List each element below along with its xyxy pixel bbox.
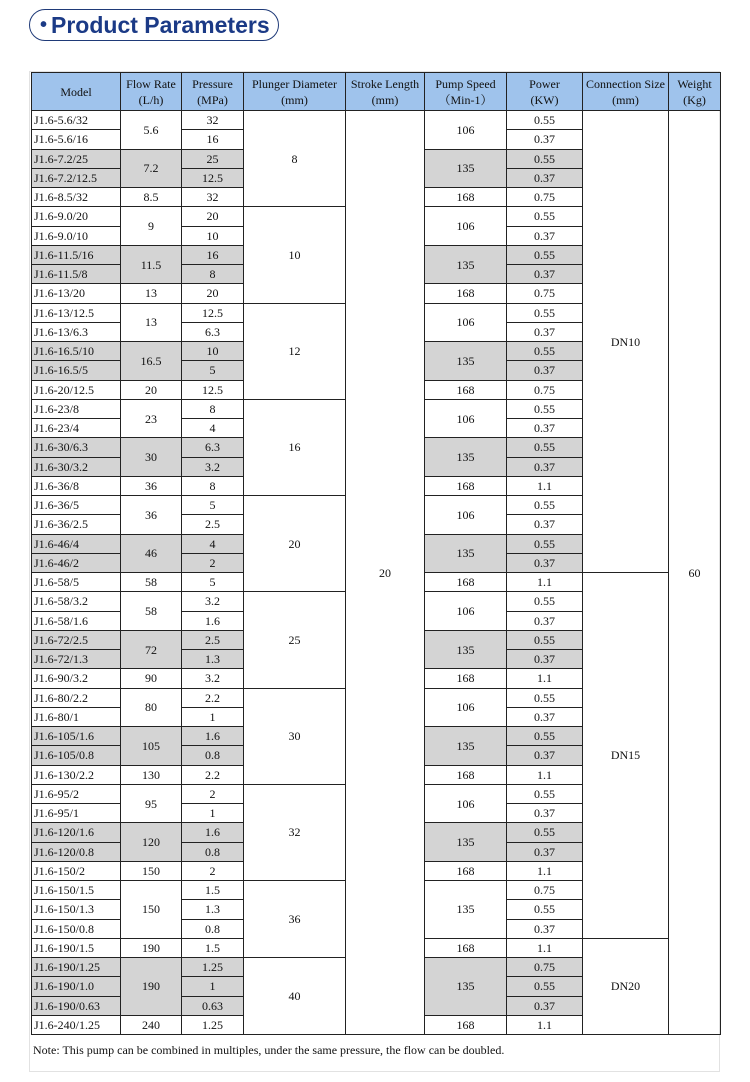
power-cell: 0.55 bbox=[507, 399, 583, 418]
pressure-cell: 1.5 bbox=[182, 938, 244, 957]
power-cell: 0.37 bbox=[507, 361, 583, 380]
model-cell: J1.6-23/8 bbox=[32, 399, 121, 418]
pressure-cell: 12.5 bbox=[182, 168, 244, 187]
pressure-cell: 2 bbox=[182, 784, 244, 803]
header-connection-size: Connection Size (mm) bbox=[583, 73, 669, 111]
header-pump-speed: Pump Speed （Min-1） bbox=[425, 73, 507, 111]
pressure-cell: 0.8 bbox=[182, 842, 244, 861]
model-cell: J1.6-30/6.3 bbox=[32, 438, 121, 457]
pump-speed-cell: 168 bbox=[425, 765, 507, 784]
model-cell: J1.6-16.5/10 bbox=[32, 342, 121, 361]
power-cell: 0.75 bbox=[507, 188, 583, 207]
flow-rate-cell: 80 bbox=[121, 688, 182, 727]
plunger-diameter-cell: 30 bbox=[244, 688, 346, 784]
power-cell: 0.37 bbox=[507, 707, 583, 726]
pump-speed-cell: 106 bbox=[425, 303, 507, 342]
model-cell: J1.6-9.0/10 bbox=[32, 226, 121, 245]
model-cell: J1.6-46/2 bbox=[32, 553, 121, 572]
power-cell: 0.75 bbox=[507, 958, 583, 977]
model-cell: J1.6-95/1 bbox=[32, 804, 121, 823]
connection-size-cell: DN10 bbox=[583, 111, 669, 573]
flow-rate-cell: 36 bbox=[121, 476, 182, 495]
model-cell: J1.6-58/1.6 bbox=[32, 611, 121, 630]
model-cell: J1.6-80/2.2 bbox=[32, 688, 121, 707]
heading-text: Product Parameters bbox=[51, 11, 270, 38]
flow-rate-cell: 5.6 bbox=[121, 111, 182, 150]
flow-rate-cell: 150 bbox=[121, 881, 182, 939]
pump-speed-cell: 135 bbox=[425, 958, 507, 1016]
pressure-cell: 3.2 bbox=[182, 592, 244, 611]
model-cell: J1.6-7.2/25 bbox=[32, 149, 121, 168]
pump-speed-cell: 168 bbox=[425, 573, 507, 592]
pressure-cell: 2.5 bbox=[182, 515, 244, 534]
flow-rate-cell: 240 bbox=[121, 1015, 182, 1034]
model-cell: J1.6-8.5/32 bbox=[32, 188, 121, 207]
header-model: Model bbox=[32, 73, 121, 111]
power-cell: 0.37 bbox=[507, 919, 583, 938]
flow-rate-cell: 9 bbox=[121, 207, 182, 246]
power-cell: 0.55 bbox=[507, 727, 583, 746]
model-cell: J1.6-190/1.0 bbox=[32, 977, 121, 996]
plunger-diameter-cell: 32 bbox=[244, 784, 346, 880]
power-cell: 0.37 bbox=[507, 804, 583, 823]
connection-size-cell: DN15 bbox=[583, 573, 669, 939]
pump-speed-cell: 106 bbox=[425, 784, 507, 823]
model-cell: J1.6-150/0.8 bbox=[32, 919, 121, 938]
power-cell: 0.55 bbox=[507, 630, 583, 649]
flow-rate-cell: 105 bbox=[121, 727, 182, 766]
model-cell: J1.6-11.5/8 bbox=[32, 265, 121, 284]
pressure-cell: 10 bbox=[182, 226, 244, 245]
model-cell: J1.6-46/4 bbox=[32, 534, 121, 553]
power-cell: 1.1 bbox=[507, 573, 583, 592]
flow-rate-cell: 36 bbox=[121, 496, 182, 535]
pressure-cell: 1.6 bbox=[182, 823, 244, 842]
pressure-cell: 1.6 bbox=[182, 727, 244, 746]
power-cell: 0.75 bbox=[507, 380, 583, 399]
pump-speed-cell: 135 bbox=[425, 438, 507, 477]
flow-rate-cell: 120 bbox=[121, 823, 182, 862]
power-cell: 0.37 bbox=[507, 553, 583, 572]
flow-rate-cell: 58 bbox=[121, 592, 182, 631]
pressure-cell: 32 bbox=[182, 111, 244, 130]
pressure-cell: 1 bbox=[182, 707, 244, 726]
power-cell: 0.37 bbox=[507, 130, 583, 149]
pressure-cell: 16 bbox=[182, 245, 244, 264]
plunger-diameter-cell: 16 bbox=[244, 399, 346, 495]
pressure-cell: 1 bbox=[182, 804, 244, 823]
pump-speed-cell: 135 bbox=[425, 149, 507, 188]
power-cell: 0.55 bbox=[507, 496, 583, 515]
pressure-cell: 2.2 bbox=[182, 765, 244, 784]
model-cell: J1.6-23/4 bbox=[32, 419, 121, 438]
model-cell: J1.6-20/12.5 bbox=[32, 380, 121, 399]
power-cell: 0.55 bbox=[507, 207, 583, 226]
power-cell: 1.1 bbox=[507, 1015, 583, 1034]
flow-rate-cell: 95 bbox=[121, 784, 182, 823]
model-cell: J1.6-190/1.25 bbox=[32, 958, 121, 977]
heading-bullet: • bbox=[40, 13, 48, 36]
power-cell: 0.55 bbox=[507, 977, 583, 996]
pump-speed-cell: 106 bbox=[425, 688, 507, 727]
plunger-diameter-cell: 40 bbox=[244, 958, 346, 1035]
model-cell: J1.6-150/2 bbox=[32, 861, 121, 880]
pressure-cell: 1.25 bbox=[182, 958, 244, 977]
header-power: Power (KW) bbox=[507, 73, 583, 111]
pressure-cell: 1 bbox=[182, 977, 244, 996]
pressure-cell: 1.25 bbox=[182, 1015, 244, 1034]
model-cell: J1.6-150/1.5 bbox=[32, 881, 121, 900]
plunger-diameter-cell: 25 bbox=[244, 592, 346, 688]
power-cell: 0.55 bbox=[507, 534, 583, 553]
plunger-diameter-cell: 20 bbox=[244, 496, 346, 592]
power-cell: 0.55 bbox=[507, 111, 583, 130]
pressure-cell: 8 bbox=[182, 399, 244, 418]
power-cell: 1.1 bbox=[507, 476, 583, 495]
model-cell: J1.6-190/0.63 bbox=[32, 996, 121, 1015]
pressure-cell: 5 bbox=[182, 573, 244, 592]
model-cell: J1.6-9.0/20 bbox=[32, 207, 121, 226]
pressure-cell: 12.5 bbox=[182, 380, 244, 399]
flow-rate-cell: 16.5 bbox=[121, 342, 182, 381]
pressure-cell: 4 bbox=[182, 534, 244, 553]
pump-speed-cell: 135 bbox=[425, 881, 507, 939]
connection-size-cell: DN20 bbox=[583, 938, 669, 1034]
header-pressure: Pressure (MPa) bbox=[182, 73, 244, 111]
pressure-cell: 2 bbox=[182, 553, 244, 572]
flow-rate-cell: 190 bbox=[121, 958, 182, 1016]
model-cell: J1.6-90/3.2 bbox=[32, 669, 121, 688]
model-cell: J1.6-5.6/32 bbox=[32, 111, 121, 130]
flow-rate-cell: 46 bbox=[121, 534, 182, 573]
model-cell: J1.6-13/20 bbox=[32, 284, 121, 303]
table-body bbox=[32, 111, 721, 1035]
pressure-cell: 3.2 bbox=[182, 669, 244, 688]
model-cell: J1.6-58/5 bbox=[32, 573, 121, 592]
pressure-cell: 2.5 bbox=[182, 630, 244, 649]
power-cell: 0.37 bbox=[507, 611, 583, 630]
pressure-cell: 25 bbox=[182, 149, 244, 168]
model-cell: J1.6-58/3.2 bbox=[32, 592, 121, 611]
power-cell: 0.37 bbox=[507, 226, 583, 245]
pressure-cell: 1.3 bbox=[182, 650, 244, 669]
model-cell: J1.6-120/1.6 bbox=[32, 823, 121, 842]
pressure-cell: 1.5 bbox=[182, 881, 244, 900]
power-cell: 0.37 bbox=[507, 168, 583, 187]
power-cell: 1.1 bbox=[507, 669, 583, 688]
power-cell: 1.1 bbox=[507, 861, 583, 880]
plunger-diameter-cell: 10 bbox=[244, 207, 346, 303]
power-cell: 0.37 bbox=[507, 650, 583, 669]
model-cell: J1.6-105/1.6 bbox=[32, 727, 121, 746]
flow-rate-cell: 30 bbox=[121, 438, 182, 477]
pump-speed-cell: 106 bbox=[425, 207, 507, 246]
pressure-cell: 8 bbox=[182, 265, 244, 284]
pressure-cell: 20 bbox=[182, 207, 244, 226]
power-cell: 0.37 bbox=[507, 419, 583, 438]
power-cell: 0.37 bbox=[507, 322, 583, 341]
pump-speed-cell: 106 bbox=[425, 592, 507, 631]
flow-rate-cell: 130 bbox=[121, 765, 182, 784]
header-stroke-length: Stroke Length (mm) bbox=[346, 73, 425, 111]
pump-speed-cell: 106 bbox=[425, 111, 507, 150]
pressure-cell: 5 bbox=[182, 496, 244, 515]
power-cell: 0.55 bbox=[507, 342, 583, 361]
model-cell: J1.6-80/1 bbox=[32, 707, 121, 726]
power-cell: 0.37 bbox=[507, 746, 583, 765]
flow-rate-cell: 150 bbox=[121, 861, 182, 880]
flow-rate-cell: 13 bbox=[121, 303, 182, 342]
pump-speed-cell: 168 bbox=[425, 1015, 507, 1034]
flow-rate-cell: 11.5 bbox=[121, 245, 182, 284]
power-cell: 0.55 bbox=[507, 245, 583, 264]
section-heading bbox=[29, 9, 279, 41]
power-cell: 0.37 bbox=[507, 996, 583, 1015]
flow-rate-cell: 13 bbox=[121, 284, 182, 303]
pressure-cell: 6.3 bbox=[182, 438, 244, 457]
power-cell: 0.55 bbox=[507, 149, 583, 168]
pump-speed-cell: 135 bbox=[425, 534, 507, 573]
power-cell: 0.37 bbox=[507, 457, 583, 476]
pressure-cell: 2 bbox=[182, 861, 244, 880]
pump-speed-cell: 135 bbox=[425, 727, 507, 766]
power-cell: 0.55 bbox=[507, 303, 583, 322]
pump-speed-cell: 168 bbox=[425, 669, 507, 688]
pressure-cell: 0.63 bbox=[182, 996, 244, 1015]
model-cell: J1.6-5.6/16 bbox=[32, 130, 121, 149]
model-cell: J1.6-36/5 bbox=[32, 496, 121, 515]
header-flow-rate: Flow Rate (L/h) bbox=[121, 73, 182, 111]
pump-speed-cell: 106 bbox=[425, 399, 507, 438]
power-cell: 0.55 bbox=[507, 900, 583, 919]
power-cell: 0.55 bbox=[507, 438, 583, 457]
pressure-cell: 20 bbox=[182, 284, 244, 303]
pressure-cell: 10 bbox=[182, 342, 244, 361]
table-note: Note: This pump can be combined in multiples, under the same pressure, the flow can be doubled. bbox=[33, 1043, 505, 1057]
model-cell: J1.6-190/1.5 bbox=[32, 938, 121, 957]
pressure-cell: 1.3 bbox=[182, 900, 244, 919]
flow-rate-cell: 190 bbox=[121, 938, 182, 957]
flow-rate-cell: 20 bbox=[121, 380, 182, 399]
model-cell: J1.6-72/1.3 bbox=[32, 650, 121, 669]
power-cell: 0.37 bbox=[507, 842, 583, 861]
model-cell: J1.6-16.5/5 bbox=[32, 361, 121, 380]
model-cell: J1.6-13/6.3 bbox=[32, 322, 121, 341]
model-cell: J1.6-105/0.8 bbox=[32, 746, 121, 765]
model-cell: J1.6-7.2/12.5 bbox=[32, 168, 121, 187]
pump-speed-cell: 168 bbox=[425, 380, 507, 399]
power-cell: 0.75 bbox=[507, 284, 583, 303]
table-header-row bbox=[32, 73, 721, 111]
pump-speed-cell: 106 bbox=[425, 496, 507, 535]
model-cell: J1.6-120/0.8 bbox=[32, 842, 121, 861]
plunger-diameter-cell: 8 bbox=[244, 111, 346, 207]
pump-speed-cell: 168 bbox=[425, 938, 507, 957]
pump-speed-cell: 168 bbox=[425, 476, 507, 495]
model-cell: J1.6-150/1.3 bbox=[32, 900, 121, 919]
power-cell: 0.75 bbox=[507, 881, 583, 900]
model-cell: J1.6-36/2.5 bbox=[32, 515, 121, 534]
pressure-cell: 6.3 bbox=[182, 322, 244, 341]
flow-rate-cell: 90 bbox=[121, 669, 182, 688]
flow-rate-cell: 72 bbox=[121, 630, 182, 669]
flow-rate-cell: 7.2 bbox=[121, 149, 182, 188]
model-cell: J1.6-72/2.5 bbox=[32, 630, 121, 649]
header-weight: Weight (Kg) bbox=[669, 73, 721, 111]
pressure-cell: 0.8 bbox=[182, 746, 244, 765]
pressure-cell: 12.5 bbox=[182, 303, 244, 322]
plunger-diameter-cell: 12 bbox=[244, 303, 346, 399]
model-cell: J1.6-95/2 bbox=[32, 784, 121, 803]
pressure-cell: 3.2 bbox=[182, 457, 244, 476]
model-cell: J1.6-130/2.2 bbox=[32, 765, 121, 784]
header-plunger-diameter: Plunger Diameter (mm) bbox=[244, 73, 346, 111]
model-cell: J1.6-240/1.25 bbox=[32, 1015, 121, 1034]
power-cell: 1.1 bbox=[507, 765, 583, 784]
table-row bbox=[32, 111, 721, 130]
pressure-cell: 32 bbox=[182, 188, 244, 207]
pressure-cell: 2.2 bbox=[182, 688, 244, 707]
power-cell: 0.55 bbox=[507, 688, 583, 707]
pump-speed-cell: 168 bbox=[425, 284, 507, 303]
pressure-cell: 8 bbox=[182, 476, 244, 495]
flow-rate-cell: 58 bbox=[121, 573, 182, 592]
plunger-diameter-cell: 36 bbox=[244, 881, 346, 958]
power-cell: 0.55 bbox=[507, 784, 583, 803]
power-cell: 0.37 bbox=[507, 515, 583, 534]
power-cell: 1.1 bbox=[507, 938, 583, 957]
pressure-cell: 1.6 bbox=[182, 611, 244, 630]
pressure-cell: 0.8 bbox=[182, 919, 244, 938]
pump-speed-cell: 168 bbox=[425, 188, 507, 207]
pressure-cell: 5 bbox=[182, 361, 244, 380]
pump-speed-cell: 168 bbox=[425, 861, 507, 880]
weight-cell: 60 bbox=[669, 111, 721, 1035]
pressure-cell: 4 bbox=[182, 419, 244, 438]
model-cell: J1.6-11.5/16 bbox=[32, 245, 121, 264]
flow-rate-cell: 8.5 bbox=[121, 188, 182, 207]
product-parameters-table bbox=[31, 72, 721, 1035]
power-cell: 0.37 bbox=[507, 265, 583, 284]
pump-speed-cell: 135 bbox=[425, 630, 507, 669]
model-cell: J1.6-36/8 bbox=[32, 476, 121, 495]
model-cell: J1.6-30/3.2 bbox=[32, 457, 121, 476]
power-cell: 0.55 bbox=[507, 592, 583, 611]
pump-speed-cell: 135 bbox=[425, 245, 507, 284]
flow-rate-cell: 23 bbox=[121, 399, 182, 438]
stroke-length-cell: 20 bbox=[346, 111, 425, 1035]
pump-speed-cell: 135 bbox=[425, 823, 507, 862]
power-cell: 0.55 bbox=[507, 823, 583, 842]
model-cell: J1.6-13/12.5 bbox=[32, 303, 121, 322]
pump-speed-cell: 135 bbox=[425, 342, 507, 381]
pressure-cell: 16 bbox=[182, 130, 244, 149]
